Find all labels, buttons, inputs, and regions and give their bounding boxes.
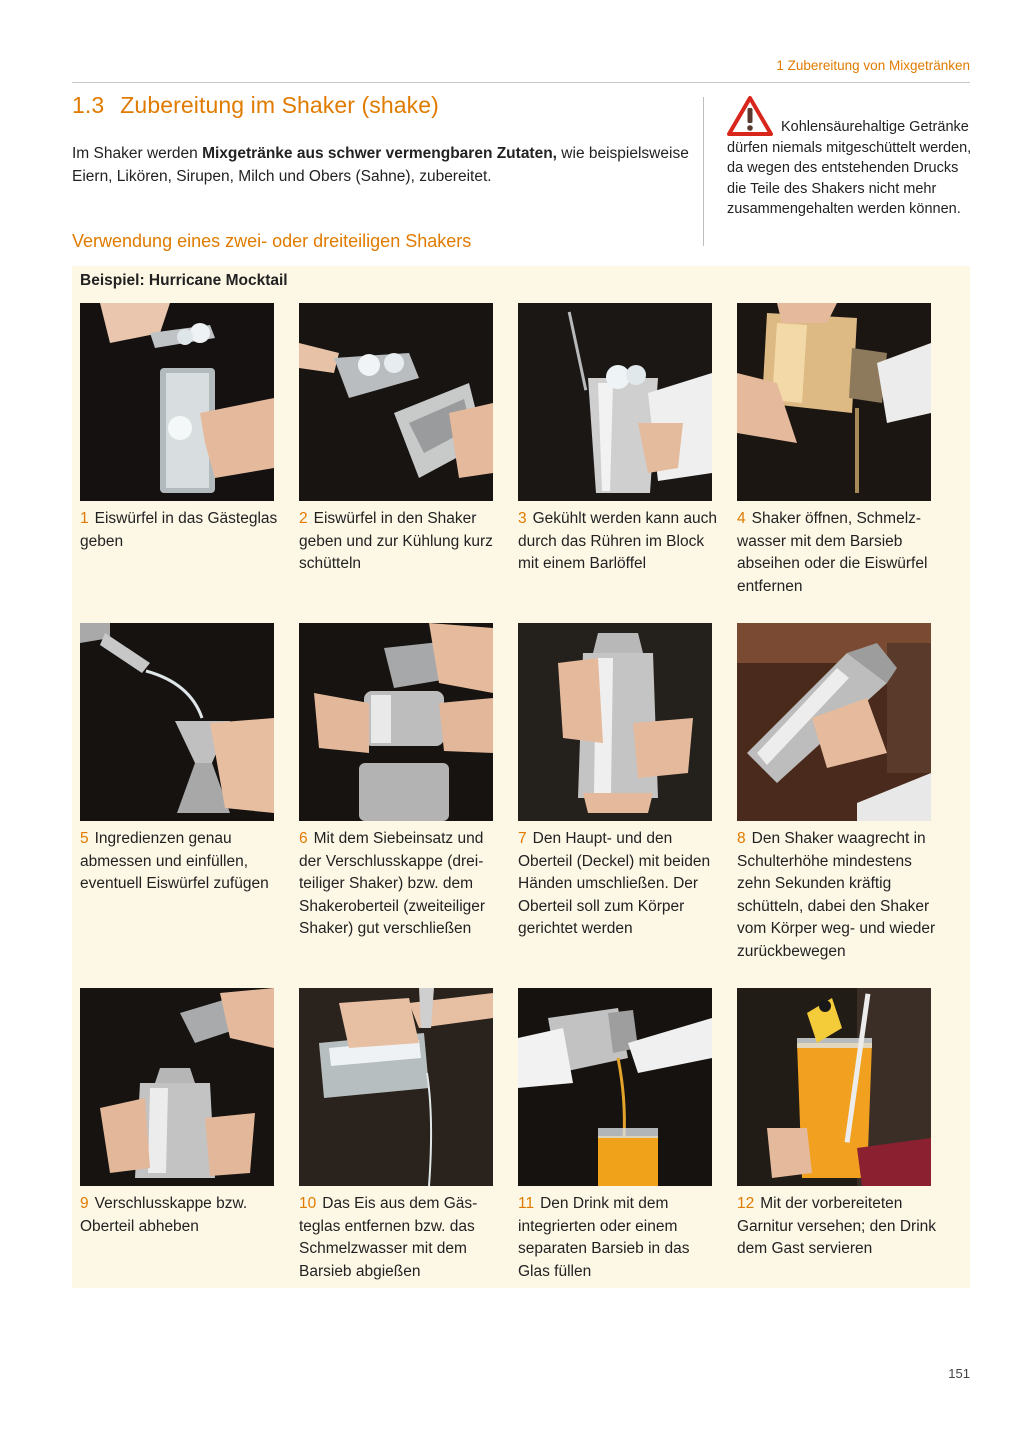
intro-text-bold: Mixgetränke aus schwer vermengbaren Zutaten,	[202, 145, 557, 162]
step-8-number: 8	[737, 830, 746, 847]
step-7-caption	[518, 828, 723, 941]
step-9-number: 9	[80, 1195, 89, 1212]
section-title	[72, 92, 439, 119]
step-2-text: Eiswürfel in den Shaker geben und zur Kühlung kurz schütteln	[299, 510, 493, 572]
section-title-text: Zubereitung im Shaker (shake)	[120, 92, 439, 118]
step-4-number: 4	[737, 510, 746, 527]
step-4-text: Shaker öffnen, Schmelzwasser mit dem Barsieb abseihen oder die Eiswürfel entfernen	[737, 510, 928, 595]
running-head: 1 Zubereitung von Mixgetränken	[776, 58, 970, 73]
step-9-photo	[80, 988, 274, 1186]
step-10-number: 10	[299, 1195, 317, 1212]
step-6-caption	[299, 828, 504, 941]
subsection-title: Verwendung eines zwei- oder dreiteiligen Shakers	[72, 231, 472, 251]
step-12-photo	[737, 988, 931, 1186]
step-10-caption	[299, 1193, 504, 1283]
step-5-number: 5	[80, 830, 89, 847]
page-number: 151	[948, 1366, 970, 1381]
step-5-photo	[80, 623, 274, 821]
step-3-photo	[518, 303, 712, 501]
step-1-text: Eiswürfel in das Gästeglas geben	[80, 510, 278, 550]
step-2-number: 2	[299, 510, 308, 527]
step-12-number: 12	[737, 1195, 755, 1212]
example-label: Beispiel: Hurricane Mocktail	[80, 272, 288, 289]
step-8-photo	[737, 623, 931, 821]
intro-paragraph	[72, 142, 692, 188]
step-11-caption	[518, 1193, 723, 1283]
side-rule	[703, 97, 704, 246]
step-6-photo	[299, 623, 493, 821]
step-1-photo	[80, 303, 274, 501]
step-2-caption	[299, 508, 504, 576]
step-4-caption	[737, 508, 942, 598]
intro-text-end: wie beispielsweise Eiern, Likören, Sirupen, Milch und Obers (Sahne), zubereitet.	[72, 145, 689, 185]
step-3-number: 3	[518, 510, 527, 527]
step-10-text: Das Eis aus dem Gästeglas entfernen bzw. das Schmelzwasser mit dem Barsieb abgießen	[299, 1195, 478, 1280]
intro-text-start: Im Shaker werden	[72, 145, 203, 162]
step-7-text: Den Haupt- und den Oberteil (Deckel) mit beiden Händen umschließen. Der Oberteil soll zum Körper gerichtet werden	[518, 830, 711, 937]
step-11-text: Den Drink mit dem integrierten oder einem separaten Barsieb in das Glas füllen	[518, 1195, 690, 1280]
warning-note	[727, 96, 975, 220]
step-6-text: Mit dem Siebeinsatz und der Verschlusskappe (dreiteiliger Shaker) bzw. dem Shakeroberteil (zweiteiliger Shaker) gut verschließen	[299, 830, 486, 937]
step-7-number: 7	[518, 830, 527, 847]
step-6-number: 6	[299, 830, 308, 847]
step-1-caption	[80, 508, 285, 553]
section-number: 1.3	[72, 92, 105, 118]
step-1-number: 1	[80, 510, 89, 527]
step-9-caption	[80, 1193, 285, 1238]
step-5-text: Ingredienzen genau abmessen und einfüllen, eventuell Eiswürfel zufügen	[80, 830, 269, 892]
step-12-caption	[737, 1193, 942, 1261]
step-5-caption	[80, 828, 285, 896]
step-9-text: Verschlusskappe bzw. Oberteil abheben	[80, 1195, 248, 1235]
step-4-photo	[737, 303, 931, 501]
warning-triangle-icon	[727, 96, 773, 136]
step-8-text: Den Shaker waagrecht in Schulterhöhe mindestens zehn Sekunden kräftig schütteln, dabei den Shaker vom Körper weg- und wieder zurückbewegen	[737, 830, 936, 960]
step-11-photo	[518, 988, 712, 1186]
warning-text: Kohlensäurehaltige Getränke dürfen niemals mitgeschüttelt werden, da wegen des entstehenden Drucks die Teile des Shakers nicht mehr zusammengehalten werden können.	[727, 119, 972, 217]
step-2-photo	[299, 303, 493, 501]
step-7-photo	[518, 623, 712, 821]
step-8-caption	[737, 828, 942, 963]
header-rule	[72, 82, 970, 83]
step-3-text: Gekühlt werden kann auch durch das Rühren im Block mit einem Barlöffel	[518, 510, 718, 572]
step-3-caption	[518, 508, 723, 576]
step-12-text: Mit der vorbereiteten Garnitur versehen; den Drink dem Gast servieren	[737, 1195, 937, 1257]
step-11-number: 11	[518, 1195, 535, 1212]
step-10-photo	[299, 988, 493, 1186]
